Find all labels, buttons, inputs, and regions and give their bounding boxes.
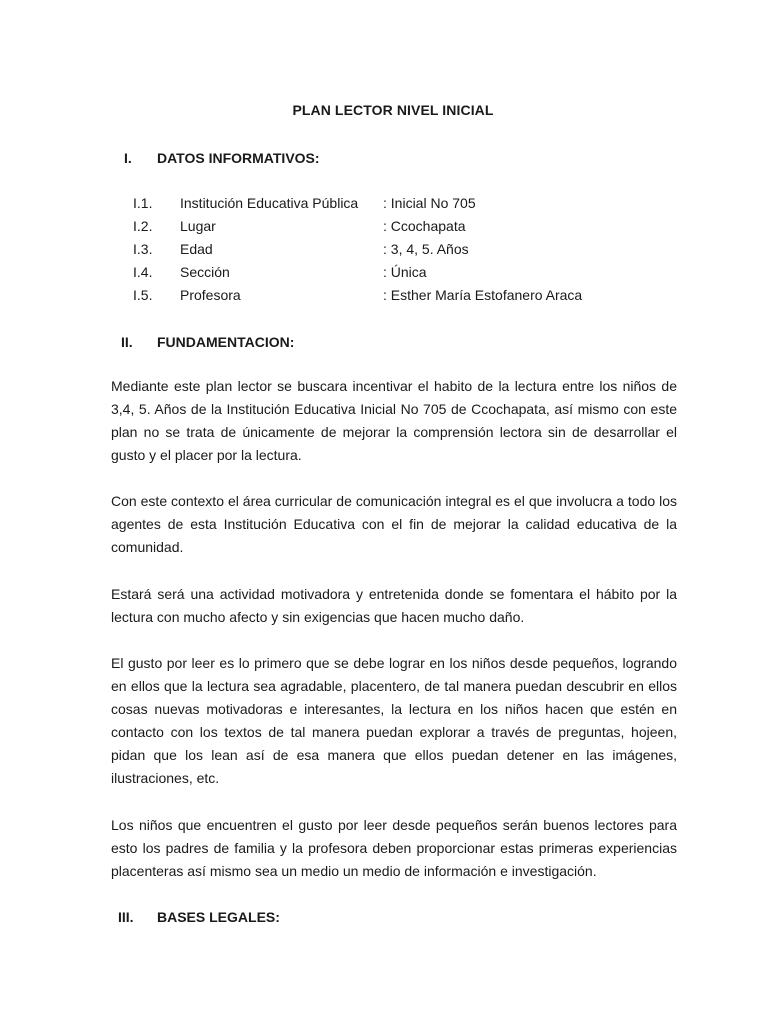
section-title: FUNDAMENTACION: [157, 334, 295, 350]
info-label: Profesora [180, 287, 241, 303]
info-label: Institución Educativa Pública [180, 195, 359, 211]
paragraph: Mediante este plan lector se buscara incentivar el habito de la lectura entre los niños de 3,4, 5. Años de la Institución Educativa Inicial No 705 de Ccochapata, así mismo con este plan no se trata de únicamente de mejorar la comprensión lectora sin de desarrollar el gusto y el placer por la lectura. [111, 378, 677, 463]
info-number: I.4. [133, 264, 153, 280]
info-value: : 3, 4, 5. Años [383, 241, 469, 257]
section-number: I. [124, 150, 132, 166]
section-title: DATOS INFORMATIVOS: [157, 150, 320, 166]
info-value: : Inicial No 705 [383, 195, 476, 211]
paragraph: Con este contexto el área curricular de comunicación integral es el que involucra a todo los agentes de esta Institución Educativa con el fin de mejorar la calidad educativa de la comunidad. [111, 493, 677, 555]
info-value: : Esther María Estofanero Araca [383, 287, 583, 303]
paragraph: Estará será una actividad motivadora y entretenida donde se fomentara el hábito por la lectura con mucho afecto y sin exigencias que hacen mucho daño. [111, 586, 677, 625]
info-value: : Única [383, 264, 427, 280]
section-number: II. [121, 334, 133, 350]
info-number: I.5. [133, 287, 153, 303]
info-label: Edad [180, 241, 213, 257]
info-number: I.2. [133, 218, 153, 234]
info-row-profesora [0, 287, 768, 307]
info-label: Sección [180, 264, 230, 280]
section-number: III. [118, 909, 134, 925]
section-heading-datos-informativos [0, 150, 768, 170]
paragraph: El gusto por leer es lo primero que se debe lograr en los niños desde pequeños, logrando en ellos que la lectura sea agradable, placentero, de tal manera puedan descubrir en ellos cosas nuevas motivadoras e interesantes, la lectura en los niños hacen que estén en contacto con los textos de tal manera puedan explorar a través de preguntas, hojeen, pidan que los lean así de esa manera que ellos puedan detener en las imágenes, ilustraciones, etc. [111, 655, 677, 786]
info-number: I.1. [133, 195, 153, 211]
info-row-edad [0, 241, 768, 261]
info-label: Lugar [180, 218, 216, 234]
info-number: I.3. [133, 241, 153, 257]
info-row-seccion [0, 264, 768, 284]
document-title: PLAN LECTOR NIVEL INICIAL [292, 102, 494, 118]
info-row-lugar [0, 218, 768, 238]
section-heading-bases-legales [0, 909, 768, 929]
info-value: : Ccochapata [383, 218, 466, 234]
section-heading-fundamentacion [0, 334, 768, 354]
section-title: BASES LEGALES: [157, 909, 280, 925]
info-row-institucion [0, 195, 768, 215]
paragraph: Los niños que encuentren el gusto por leer desde pequeños serán buenos lectores para esto los padres de familia y la profesora deben proporcionar estas primeras experiencias placenteras así mismo sea un medio un medio de información e investigación. [111, 817, 677, 879]
